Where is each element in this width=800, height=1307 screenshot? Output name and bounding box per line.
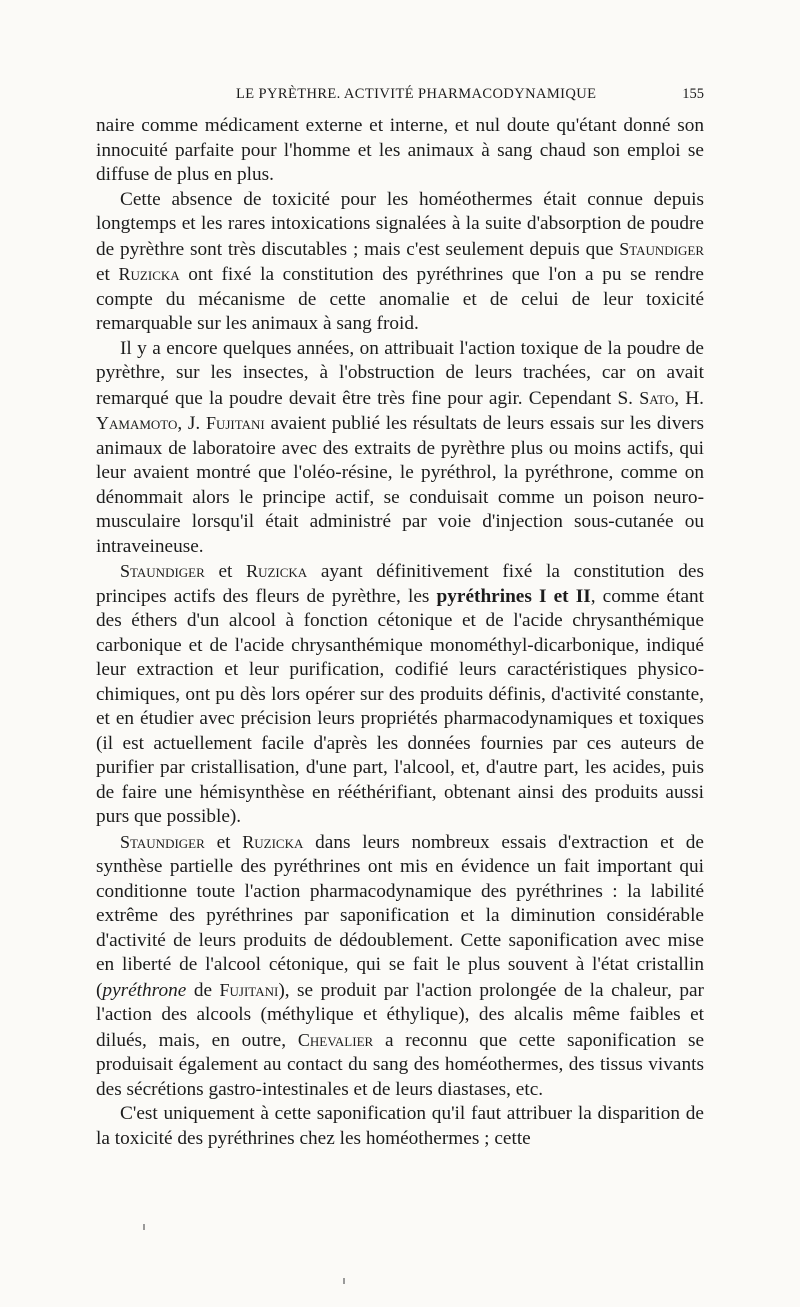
italic-term: pyréthrone [102,979,187,1001]
paragraph-3-text-a: Il y a encore quelques années, on attribuait l'action toxique de la poudre de pyrèthre, sur les insectes, à l'obstruction de leurs trachées, car on avait remarqué que la poudre devait être très fine pour agir. Cependant S. [96,337,704,409]
author-name: Ruzicka [246,561,308,581]
paragraph-4 [96,559,704,830]
body-text [96,114,704,1151]
paragraph-3-text-c: , J. [177,413,201,434]
running-title: LE PYRÈTHRE. ACTIVITÉ PHARMACODYNAMIQUE [236,86,597,102]
author-name: Chevalier [297,1029,374,1050]
running-header [96,86,704,108]
paragraph-1 [96,114,704,188]
paragraph-4-text-a: et [218,561,233,582]
paragraph-5-text-b: dans leurs nombreux essais d'extraction et de synthèse partielle des pyréthrines ont mis en évidence un fait important qui conditionne toute l'action pharmacodynamique des pyréthrines : la labilité extrême des pyréthrines par saponification et la diminution considérable d'activité de leurs produits de dédoublement. Cette saponification avec mise en liberté de l'alcool cétonique, qui se fait le plus souvent à l'état cristallin ( [96,831,704,1001]
paragraph-5-text-c: de [193,979,213,1001]
paper-speck [343,1278,345,1284]
author-name: Ruzicka [242,831,304,852]
paragraph-4-text-c: , comme étant des éthers d'un alcool à fonction cétonique et de l'acide chrysanthémique carbonique et de l'acide chrysanthémique monométhyl-dicarbonique, indiqué leur extraction et leur purification, codifié leurs caractéristiques physico-chimiques, ont pu dès lors opérer sur des produits définis, d'activité constante, et en étudier avec précision leurs propriétés pharmacodynamiques et toxiques (il est actuellement facile d'après les données fournies par ces auteurs de purifier par cristallisation, d'une part, l'alcool, et, d'autre part, les acides, puis de faire une hémisynthèse en rééthérifiant, obtenant ainsi des produits aussi purs que possible). [96,585,704,827]
paragraph-3-text-d: avaient publié les résultats de leurs essais sur les divers animaux de laboratoire avec des extraits de pyrèthre plus ou moins actifs, qui leur avaient montré que l'oléo-résine, le pyréthrol, la pyréthrone, comme on dénommait alors le principe actif, se conduisait comme un poison neuro-musculaire lorsqu'il était administré par voie d'injection sous-cutanée ou intraveineuse. [96,413,704,557]
paragraph-2-text-b: et [96,264,110,285]
page-number: 155 [682,86,704,102]
author-name: Yamamoto [96,413,178,433]
author-name: Fujitani [219,979,279,1000]
paragraph-5 [96,830,704,1103]
bold-term: pyréthrines I et II [436,585,591,607]
paper-speck [143,1224,145,1230]
author-name: Ruzicka [118,264,180,284]
author-name: Fujitani [205,413,265,433]
paragraph-5-text-e: a reconnu que cette saponification se produisait également au contact du sang des homéothermes, des tissus vivants des sécrétions gastro-intestinales et de leurs diastases, etc. [96,1029,705,1100]
author-name: Staundiger [120,561,205,581]
paragraph-6 [96,1102,704,1151]
paragraph-3-text-b: , H. [674,387,704,409]
paragraph-5-text-a: et [216,831,231,853]
paragraph-3 [96,337,704,560]
paragraph-1-text: naire comme médicament externe et interne, et nul doute qu'étant donné son innocuité parfaite pour l'homme et les animaux à sang chaud son emploi se diffuse de plus en plus. [96,115,704,185]
paragraph-4-text-b: ayant définitivement fixé la constitution des principes actifs des fleurs de pyrèthre, les [96,561,704,607]
paragraph-2-text-a: Cette absence de toxicité pour les homéothermes était connue depuis longtemps et les rares intoxications signalées à la suite d'absorption de poudre de pyrèthre sont très discutables ; mais c'est seulement depuis que [96,188,704,260]
paragraph-5-text-d: ), se produit par l'action prolongée de la chaleur, par l'action des alcools (méthylique et éthylique), des alcalis même faibles et dilués, mais, en outre, [96,979,704,1051]
paragraph-6-text: C'est uniquement à cette saponification qu'il faut attribuer la disparition de la toxicité des pyréthrines chez les homéothermes ; cette [96,1103,704,1149]
author-name: Staundiger [120,831,205,852]
paragraph-2-text-c: ont fixé la constitution des pyréthrines que l'on a pu se rendre compte du mécanisme de cette anomalie et de celui de leur toxicité remarquable sur les animaux à sang froid. [96,264,704,334]
author-name: Staundiger [619,238,704,259]
author-name: Sato [639,387,675,408]
paragraph-2 [96,188,704,337]
